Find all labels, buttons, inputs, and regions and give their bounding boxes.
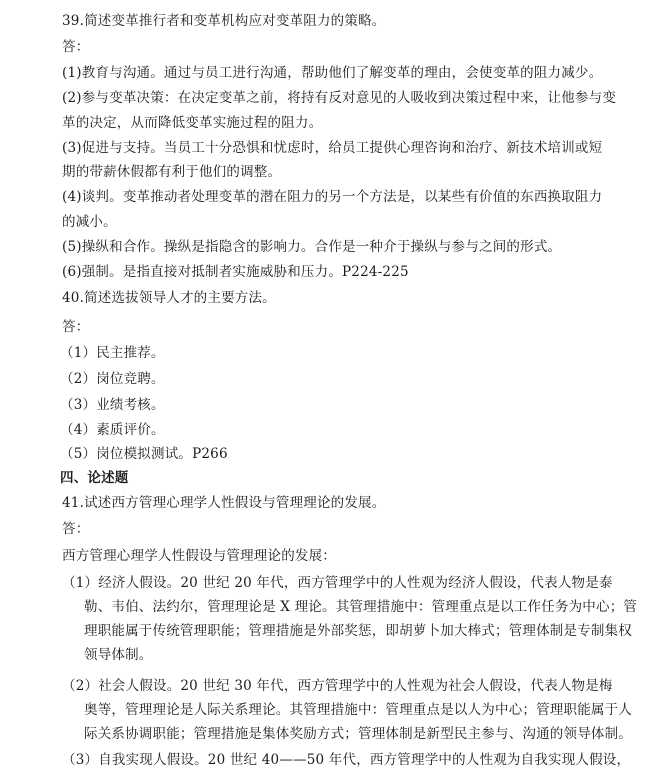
q39-question: 39.简述变革推行者和变革机构应对变革阻力的策略。 [62, 13, 386, 29]
q40-item-2: （2）岗位竞聘。 [60, 371, 165, 387]
q40-item-1: （1）民主推荐。 [60, 345, 165, 361]
q39-item-3-line-1: (3)促进与支持。当员工十分恐惧和忧虑时，给员工提供心理咨询和治疗、新技术培训或短 [62, 140, 603, 156]
q41-item-1-line-4: 领导体制。 [84, 647, 153, 663]
q40-question: 40.简述选拔领导人才的主要方法。 [62, 290, 276, 306]
q40-item-5: （5）岗位模拟测试。P266 [60, 446, 228, 462]
watermark: ​ [327, 215, 333, 228]
q39-item-2-line-1: (2)参与变革决策：在决定变革之前，将持有反对意见的人吸收到决策过程中来，让他参与变 [62, 90, 617, 106]
q39-answer-label: 答： [62, 39, 90, 55]
q40-item-3: （3）业绩考核。 [60, 397, 165, 413]
q41-item-1-line-3: 理职能属于传统管理职能；管理措施是外部奖惩，即胡萝卜加大棒式；管理体制是专制集权 [84, 623, 632, 639]
q39-item-3-line-2: 期的带薪休假都有利于他们的调整。 [62, 164, 282, 180]
q39-item-6-line-1: (6)强制。是指直接对抵制者实施威胁和压力。P224-225 [62, 264, 409, 280]
q39-item-2-line-2: 革的决定，从而降低变革实施过程的阻力。 [62, 115, 323, 131]
q40-item-4: （4）素质评价。 [60, 422, 165, 438]
section-heading: 四、论述题 [60, 470, 129, 486]
q41-item-2-line-2: 奥等，管理理论是人际关系理论。其管理措施中：管理重点是以人为中心；管理职能属于人 [84, 702, 632, 718]
q41-question: 41.试述西方管理心理学人性假设与管理理论的发展。 [62, 495, 386, 511]
q39-item-4-line-2: 的减小。 [62, 214, 117, 230]
q41-answer-label: 答： [62, 521, 90, 537]
q39-item-1-line-1: (1)教育与沟通。通过与员工进行沟通，帮助他们了解变革的理由，会使变革的阻力减少。 [62, 65, 603, 81]
q41-item-2-line-3: 际关系协调职能；管理措施是集体奖励方式；管理体制是新型民主参与、沟通的领导体制。 [84, 726, 632, 742]
q41-intro: 西方管理心理学人性假设与管理理论的发展： [62, 548, 336, 564]
q41-item-2-line-1: （2）社会人假设。20 世纪 30 年代，西方管理学中的人性观为社会人假设，代表人物是梅 [62, 678, 613, 694]
q41-item-1-line-1: （1）经济人假设。20 世纪 20 年代，西方管理学中的人性观为经济人假设，代表人物是泰 [62, 575, 613, 591]
q40-answer-label: 答： [62, 319, 90, 335]
q41-item-1-line-2: 勒、韦伯、法约尔，管理理论是 X 理论。其管理措施中：管理重点是以工作任务为中心；管 [84, 599, 638, 615]
q39-item-5-line-1: (5)操纵和合作。操纵是指隐含的影响力。合作是一种介于操纵与参与之间的形式。 [62, 239, 562, 255]
q39-item-4-line-1: (4)谈判。变革推动者处理变革的潜在阻力的另一个方法是，以某些有价值的东西换取阻力 [62, 189, 603, 205]
q41-item-3-line-1: （3）自我实现人假设。20 世纪 40——50 年代，西方管理学中的人性观为自我实现人假设， [62, 752, 631, 768]
